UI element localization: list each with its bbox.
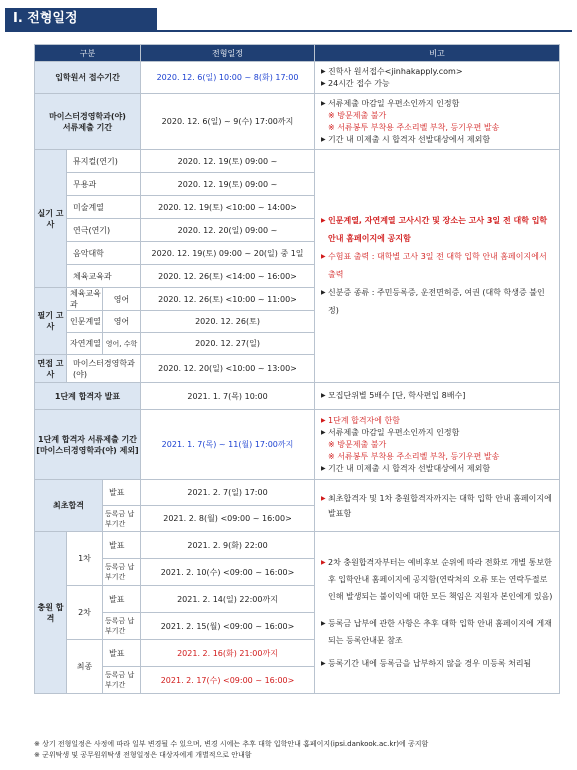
- apply-date: 2020. 12. 6(일) 10:00 ~ 8(화) 17:00: [141, 62, 315, 94]
- apply-notes: ▶ 진학사 원서접수<jinhakapply.com> ▶ 24시간 접수 가능: [315, 62, 560, 94]
- round-pay-date: 2021. 2. 10(수) <09:00 ~ 16:00>: [141, 559, 315, 586]
- practical-date: 2020. 12. 20(일) 09:00 ~: [141, 219, 315, 242]
- written-item: 자연계열: [67, 333, 103, 355]
- first-docs-label: 1단계 합격자 서류제출 기간 [마이스터경영학과(야) 제외]: [35, 410, 141, 480]
- first-pass-label: 1단계 합격자 발표: [35, 383, 141, 410]
- practical-item: 음악대학: [67, 242, 141, 265]
- practical-date: 2020. 12. 19(토) 09:00 ~: [141, 173, 315, 196]
- practical-date: 2020. 12. 19(토) 09:00 ~ 20(일) 중 1일: [141, 242, 315, 265]
- round-pay: 등록금 납부기간: [103, 667, 141, 694]
- final-note: ▶ 최초합격자 및 1차 충원합격자까지는 대학 입학 안내 홈페이지에 발표함: [315, 480, 560, 532]
- waitlist-label: 충원 합격: [35, 532, 67, 694]
- docs-label: 마이스터경영학과(야) 서류제출 기간: [35, 94, 141, 150]
- written-subject: 영어: [103, 288, 141, 311]
- practical-date: 2020. 12. 19(토) 09:00 ~: [141, 150, 315, 173]
- written-subject: 영어: [103, 311, 141, 333]
- title-underline: [5, 30, 572, 32]
- practical-item: 무용과: [67, 173, 141, 196]
- exam-notes: ▶ 인문계열, 자연계열 고사시간 및 장소는 고사 3일 전 대학 입학 안내 홈페이지에 공지함 ▶ 수험표 출력 : 대학별 고사 3일 전 대학 입학 안내 홈페이지에서 출력 ▶ 신분증 종류 : 주민등록증, 운전면허증, 여권 (대학 학생증 불인정): [315, 150, 560, 383]
- practical-item: 체육교육과: [67, 265, 141, 288]
- docs-date: 2020. 12. 6(일) ~ 9(수) 17:00까지: [141, 94, 315, 150]
- round-announce-date: 2021. 2. 16(화) 21:00까지: [141, 640, 315, 667]
- waitlist-notes: ▶ 2차 충원합격자부터는 예비후보 순위에 따라 전화로 개별 통보한 후 입학안내 홈페이지에 공지함(연락처의 오류 또는 연락두절로 인해 발생되는 불이익에 대한 모든 책임은 지원자 본인에게 있음) ▶ 등록금 납부에 관한 사항은 추후 대학 입학 안내 홈페이지에 게재되는 등록안내문 참조 ▶ 등록기간 내에 등록금을 납부하지 않을 경우 미등록 처리됨: [315, 532, 560, 694]
- written-item: 인문계열: [67, 311, 103, 333]
- round-label: 1차: [67, 532, 103, 586]
- practical-item: 뮤지컬(연기): [67, 150, 141, 173]
- round-announce-date: 2021. 2. 14(일) 22:00까지: [141, 586, 315, 613]
- written-date: 2020. 12. 27(일): [141, 333, 315, 355]
- interview-item: 마이스터경영학과(야): [67, 355, 141, 383]
- round-label: 2차: [67, 586, 103, 640]
- practical-date: 2020. 12. 26(토) <14:00 ~ 16:00>: [141, 265, 315, 288]
- first-pass-date: 2021. 1. 7(목) 10:00: [141, 383, 315, 410]
- interview-label: 면접 고사: [35, 355, 67, 383]
- final-pay: 등록금 납부기간: [103, 506, 141, 532]
- round-pay-date: 2021. 2. 15(월) <09:00 ~ 16:00>: [141, 613, 315, 640]
- round-announce: 발표: [103, 640, 141, 667]
- final-announce: 발표: [103, 480, 141, 506]
- written-date: 2020. 12. 26(토): [141, 311, 315, 333]
- round-announce: 발표: [103, 586, 141, 613]
- round-pay: 등록금 납부기간: [103, 613, 141, 640]
- apply-label: 입학원서 접수기간: [35, 62, 141, 94]
- round-pay-date: 2021. 2. 17(수) <09:00 ~ 16:00>: [141, 667, 315, 694]
- final-announce-date: 2021. 2. 7(일) 17:00: [141, 480, 315, 506]
- round-label: 최종: [67, 640, 103, 694]
- first-docs-notes: ▶ 1단계 합격자에 한함 ▶ 서류제출 마감일 우편소인까지 인정함 ※ 방문제출 불가 ※ 서류봉투 부착용 주소리벨 부착, 등기우편 발송 ▶ 기간 내 미제출 시 합격자 선발대상에서 제외함: [315, 410, 560, 480]
- header-category: 구분: [35, 45, 141, 62]
- practical-item: 연극(연기): [67, 219, 141, 242]
- footnote: ※ 군위탁생 및 공무원위탁생 전형일정은 대상자에게 개별적으로 안내함: [34, 751, 252, 759]
- section-title: I. 전형일정: [5, 8, 157, 30]
- schedule-table: [34, 44, 560, 694]
- written-item: 체육교육과: [67, 288, 103, 311]
- written-label: 필기 고사: [35, 288, 67, 355]
- round-announce: 발표: [103, 532, 141, 559]
- docs-notes: ▶ 서류제출 마감일 우편소인까지 인정함 ※ 방문제출 불가 ※ 서류봉투 부착용 주소리벨 부착, 등기우편 발송 ▶ 기간 내 미제출 시 합격자 선발대상에서 제외함: [315, 94, 560, 150]
- round-announce-date: 2021. 2. 9(화) 22:00: [141, 532, 315, 559]
- footnote: ※ 상기 전형일정은 사정에 따라 일부 변경될 수 있으며, 변경 시에는 추후 대학 입학안내 홈페이지(ipsi.dankook.ac.kr)에 공지함: [34, 740, 429, 748]
- header-remarks: 비고: [315, 45, 560, 62]
- final-label: 최초합격: [35, 480, 103, 532]
- written-date: 2020. 12. 26(토) <10:00 ~ 11:00>: [141, 288, 315, 311]
- round-pay: 등록금 납부기간: [103, 559, 141, 586]
- practical-date: 2020. 12. 19(토) <10:00 ~ 14:00>: [141, 196, 315, 219]
- final-pay-date: 2021. 2. 8(월) <09:00 ~ 16:00>: [141, 506, 315, 532]
- practical-label: 실기 고사: [35, 150, 67, 288]
- interview-date: 2020. 12. 20(일) <10:00 ~ 13:00>: [141, 355, 315, 383]
- header-schedule: 전형일정: [141, 45, 315, 62]
- written-subject: 영어, 수학: [103, 333, 141, 355]
- practical-item: 미술계열: [67, 196, 141, 219]
- first-docs-date: 2021. 1. 7(목) ~ 11(월) 17:00까지: [141, 410, 315, 480]
- first-pass-note: ▶ 모집단위별 5배수 [단, 학사편입 8배수]: [315, 383, 560, 410]
- footnotes: [34, 739, 564, 761]
